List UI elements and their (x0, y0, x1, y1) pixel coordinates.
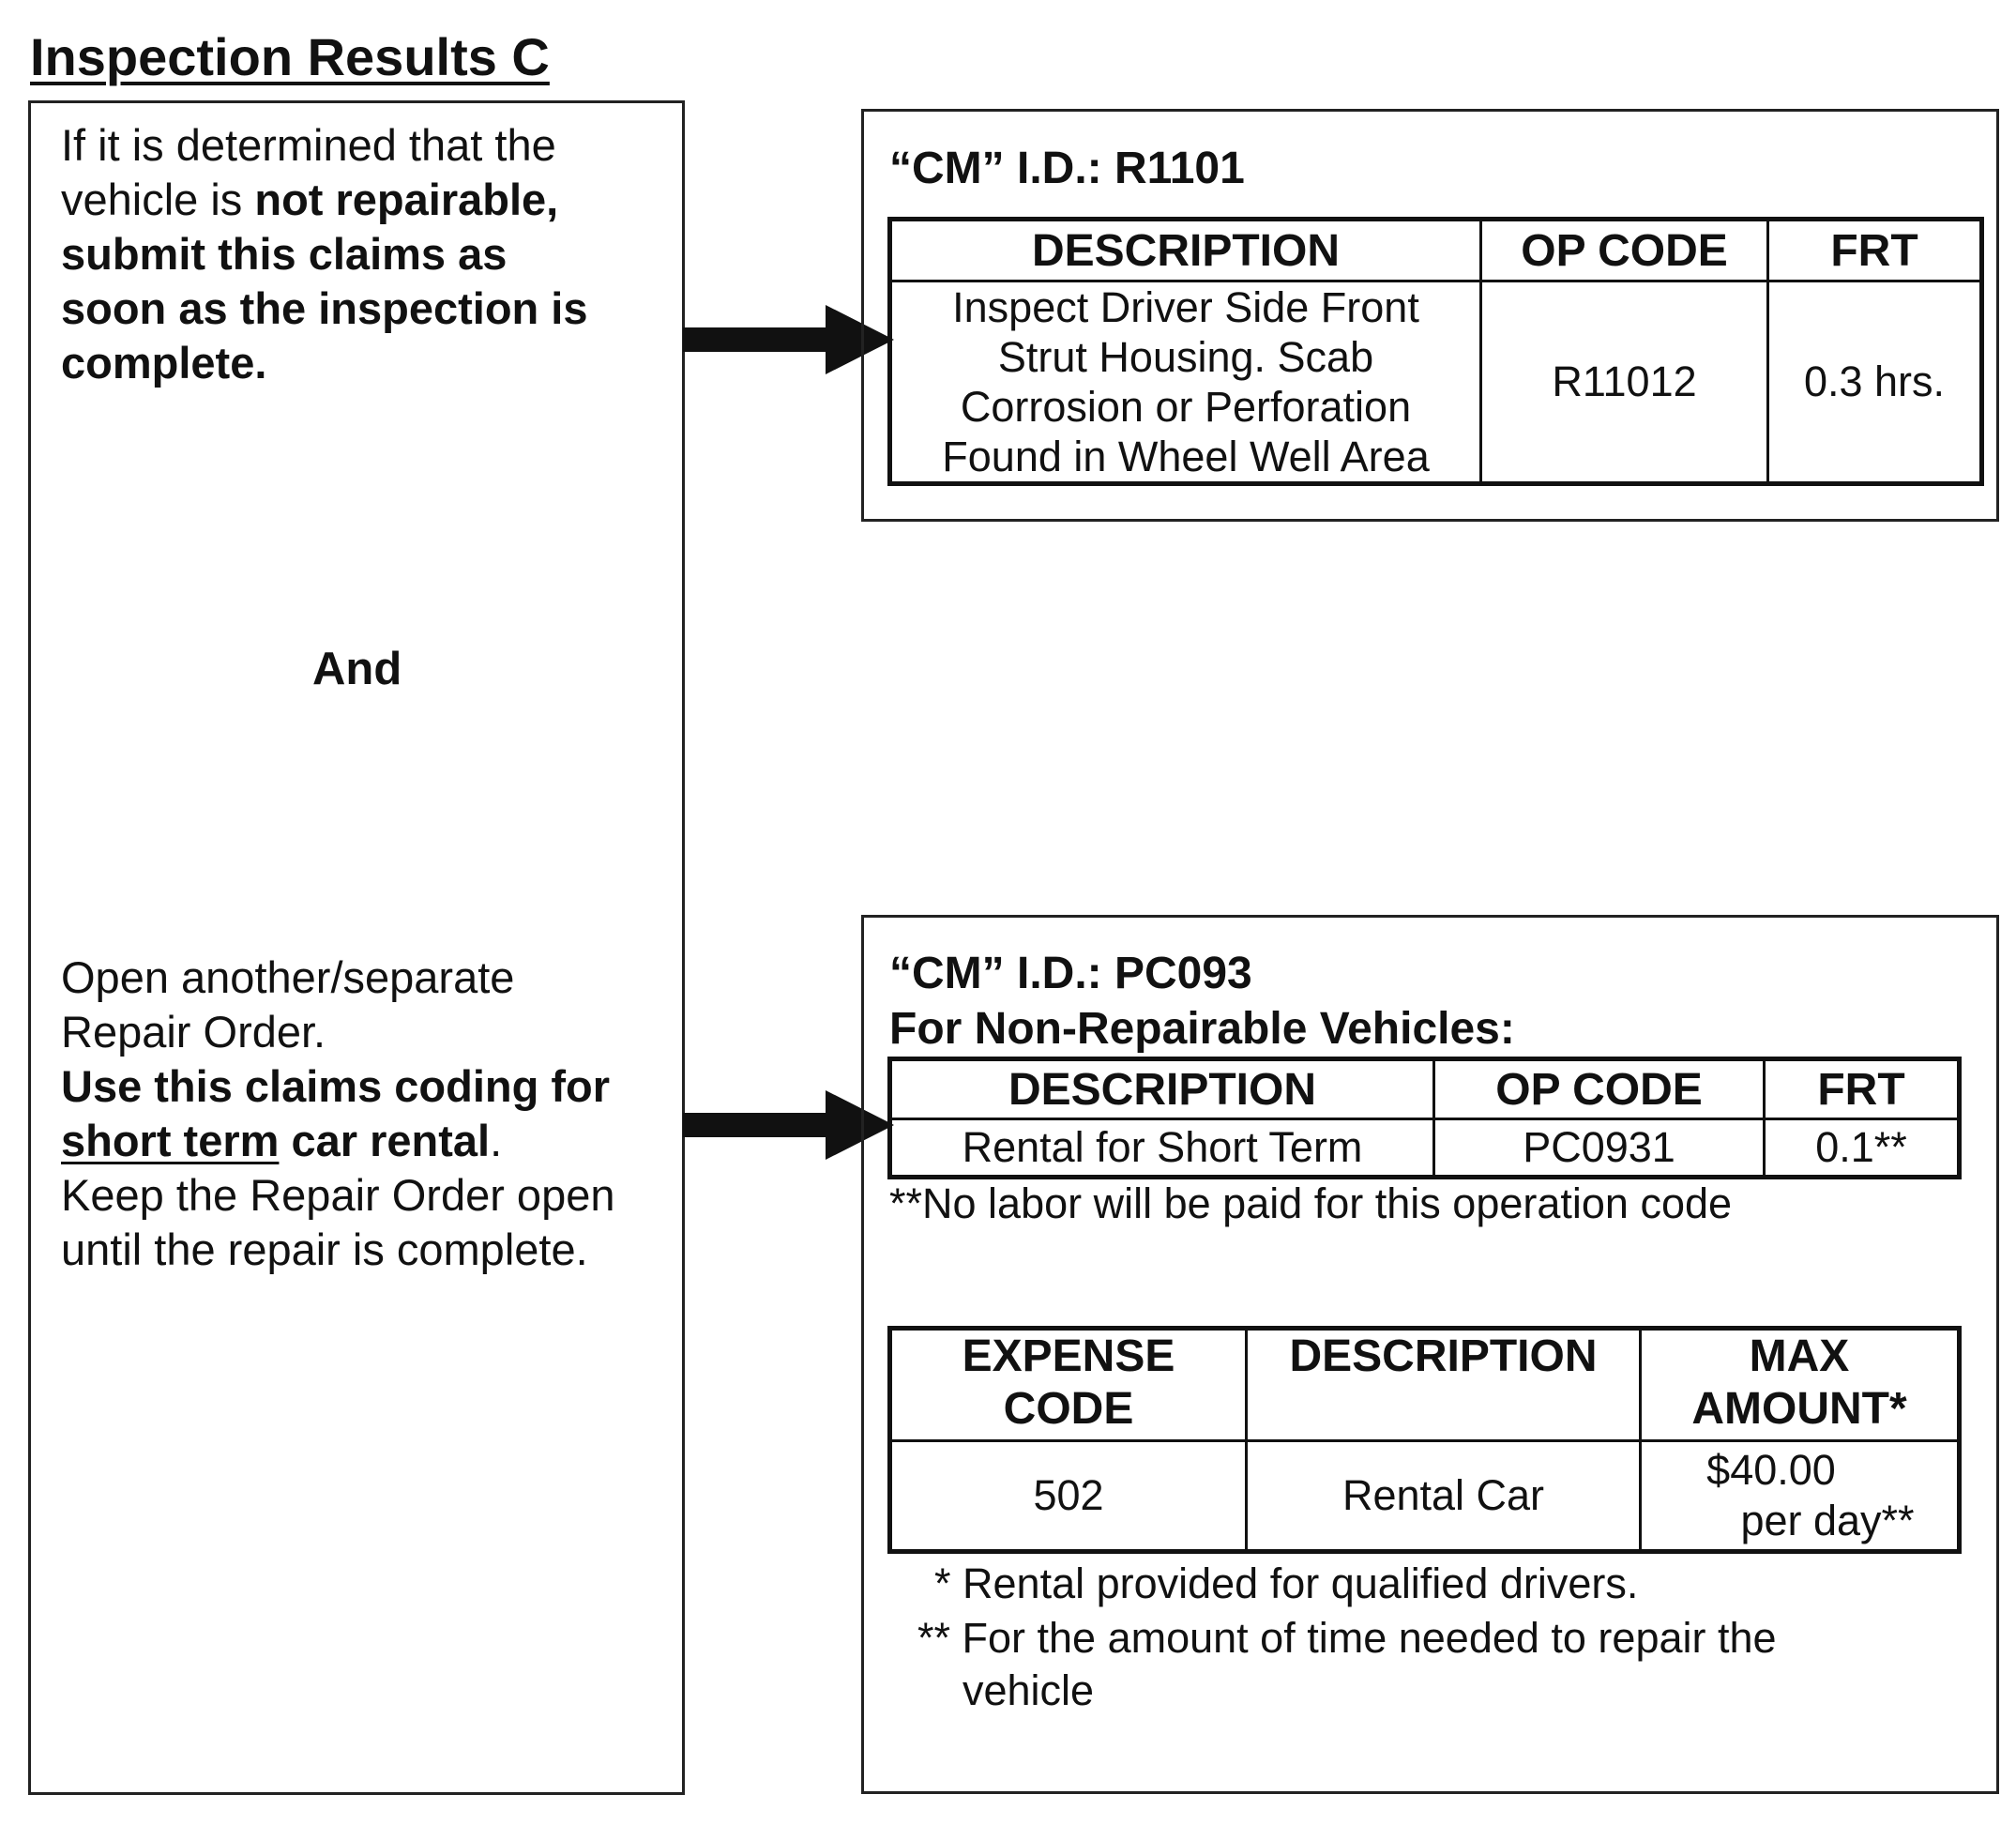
column-header (890, 1329, 1247, 1441)
period: . (490, 1116, 503, 1165)
table-row (890, 281, 1982, 484)
column-header: OP CODE (1434, 1059, 1765, 1119)
column-header: OP CODE (1481, 220, 1768, 281)
table-row (890, 1441, 1960, 1552)
page-title: Inspection Results C (30, 27, 550, 86)
instruction-paragraph-2 (61, 951, 614, 1277)
amount-line: per day** (1740, 1497, 1915, 1544)
frt-cell: 0.3 hrs. (1768, 281, 1982, 484)
op-code-table (887, 217, 1984, 486)
expense-code-cell: 502 (890, 1441, 1247, 1552)
header-line: MAX (1749, 1331, 1850, 1381)
cm-id-label: “CM” I.D.: R1101 (889, 144, 1245, 193)
footnote-time-continued: vehicle (963, 1666, 1095, 1714)
footnote-time: ** For the amount of time needed to repair the (917, 1614, 1777, 1662)
max-amount-cell (1641, 1441, 1960, 1552)
description-cell: Rental for Short Term (890, 1119, 1434, 1178)
cm-id-label: “CM” I.D.: PC093 (889, 949, 1252, 998)
description-line: Corrosion or Perforation (960, 383, 1412, 431)
expense-table (887, 1326, 1962, 1554)
labor-note: **No labor will be paid for this operation code (889, 1179, 1733, 1227)
instruction-line: complete. (61, 338, 267, 388)
car-rental-emphasis: car rental (279, 1116, 491, 1165)
op-code-cell: PC0931 (1434, 1119, 1765, 1178)
table-header-row (890, 220, 1982, 281)
short-term-emphasis: short term (61, 1116, 280, 1165)
op-code-cell: R11012 (1481, 281, 1768, 484)
column-header (1641, 1329, 1960, 1441)
table-header-row (890, 1329, 1960, 1441)
instruction-line: soon as the inspection is (61, 283, 588, 333)
column-header: DESCRIPTION (1247, 1329, 1641, 1441)
instruction-paragraph-1 (61, 118, 588, 390)
and-label: And (312, 644, 402, 694)
box-subtitle: For Non-Repairable Vehicles: (889, 1004, 1515, 1054)
table-header-row (890, 1059, 1960, 1119)
instruction-line: If it is determined that the (61, 120, 556, 170)
column-header: FRT (1768, 220, 1982, 281)
column-header: DESCRIPTION (890, 220, 1481, 281)
instruction-line: until the repair is complete. (61, 1224, 588, 1274)
column-header: DESCRIPTION (890, 1059, 1434, 1119)
header-line: AMOUNT* (1691, 1384, 1907, 1434)
instruction-line: submit this claims as (61, 229, 508, 279)
frt-cell: 0.1** (1765, 1119, 1960, 1178)
instruction-text: vehicle is (61, 175, 255, 224)
header-line: EXPENSE (962, 1331, 1175, 1381)
instruction-line: Use this claims coding for (61, 1061, 611, 1111)
instruction-line: Repair Order. (61, 1007, 326, 1057)
description-line: Strut Housing. Scab (997, 333, 1374, 381)
footnote-rental: * Rental provided for qualified drivers. (934, 1559, 1639, 1607)
description-line: Found in Wheel Well Area (942, 433, 1430, 480)
expense-description-cell: Rental Car (1247, 1441, 1641, 1552)
rental-op-code-table (887, 1057, 1962, 1179)
instruction-line (61, 173, 588, 227)
instruction-line: Open another/separate (61, 952, 515, 1002)
amount-line: $40.00 (1706, 1446, 1836, 1494)
instruction-line: Keep the Repair Order open (61, 1170, 615, 1220)
description-cell (890, 281, 1481, 484)
column-header: FRT (1765, 1059, 1960, 1119)
instruction-line (61, 1114, 614, 1168)
header-line: CODE (1003, 1384, 1134, 1434)
instruction-emphasis: not repairable, (254, 175, 559, 224)
table-row (890, 1119, 1960, 1178)
description-line: Inspect Driver Side Front (952, 283, 1419, 331)
